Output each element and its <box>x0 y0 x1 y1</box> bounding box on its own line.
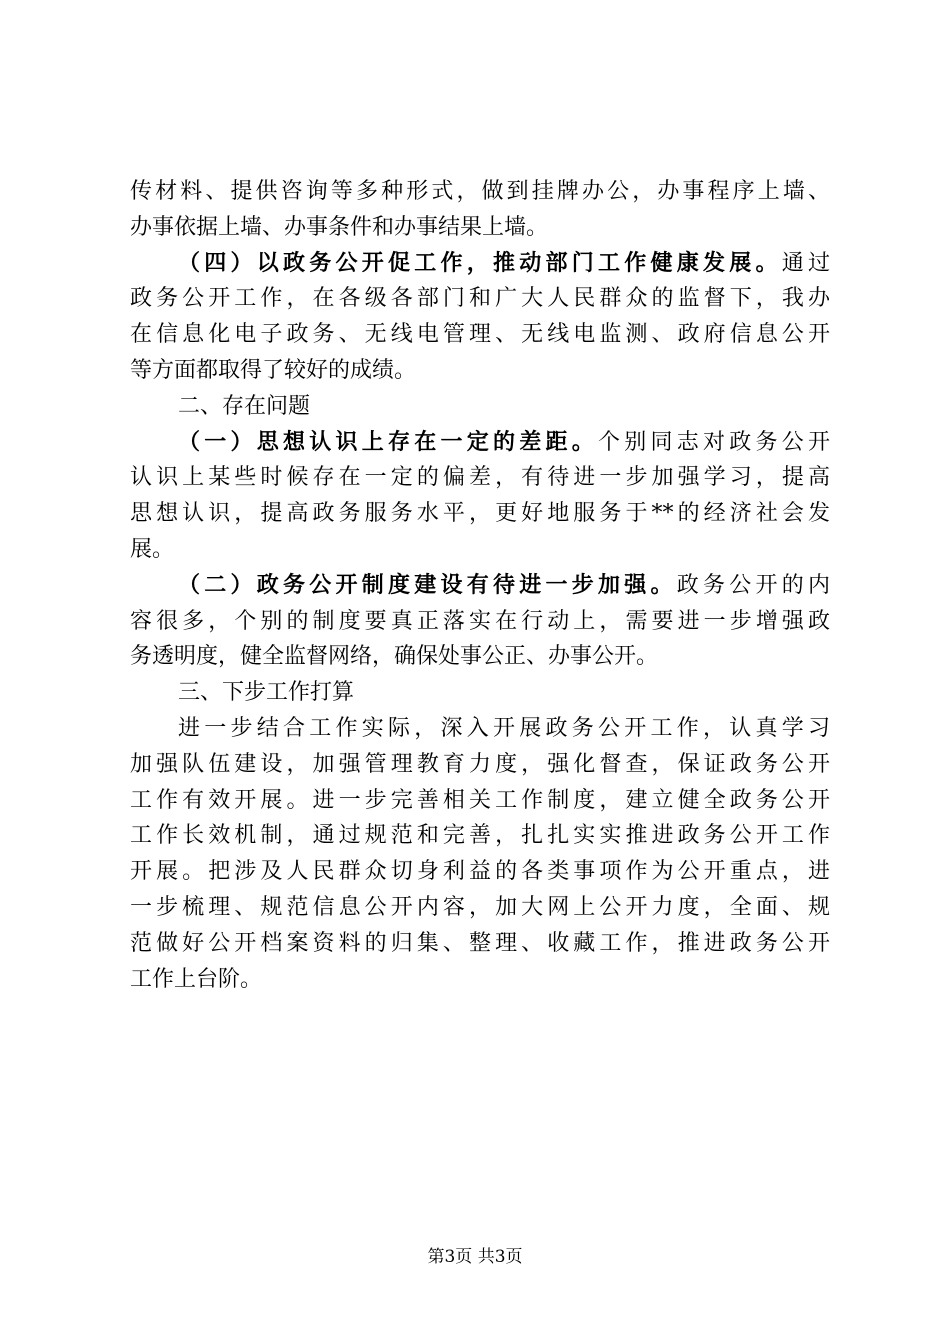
line-text: 范做好公开档案资料的归集、整理、收藏工作，推进政务公开 <box>130 930 830 956</box>
line-text: 思想认识，提高政务服务水平，更好地服务于**的经济社会发 <box>130 501 830 527</box>
text-line <box>130 639 830 675</box>
bold-lead-text: （一）思想认识上存在一定的差距。 <box>178 429 598 455</box>
text-line <box>130 818 830 854</box>
text-line <box>130 854 830 890</box>
text-line <box>130 783 830 819</box>
line-text: 办事依据上墙、办事条件和办事结果上墙。 <box>130 214 549 240</box>
text-line <box>130 496 830 532</box>
text-line <box>130 460 830 496</box>
text-line <box>130 926 830 962</box>
text-line <box>130 246 830 282</box>
line-text: 工作长效机制，通过规范和完善，扎扎实实推进政务公开工作 <box>130 823 830 849</box>
line-text: 传材料、提供咨询等多种形式，做到挂牌办公，办事程序上墙、 <box>130 179 830 204</box>
text-line <box>130 747 830 783</box>
line-text: 加强队伍建设，加强管理教育力度，强化督查，保证政务公开 <box>130 751 830 777</box>
text-line <box>130 317 830 353</box>
line-text: 二、存在问题 <box>178 393 311 419</box>
bold-lead-text: （四）以政务公开促工作，推动部门工作健康发展。 <box>178 250 782 276</box>
line-text: 工作有效开展。进一步完善相关工作制度，建立健全政务公开 <box>130 787 830 813</box>
text-line <box>130 711 830 747</box>
text-line <box>130 174 830 210</box>
line-text: 容很多，个别的制度要真正落实在行动上，需要进一步增强政 <box>130 608 830 634</box>
text-line <box>130 281 830 317</box>
line-text: 个别同志对政务公开 <box>597 429 830 455</box>
line-text: 展。 <box>130 536 175 562</box>
line-text: 工作上台阶。 <box>130 966 263 992</box>
line-text: 政务公开工作，在各级各部门和广大人民群众的监督下，我办 <box>130 286 830 312</box>
text-line <box>130 353 830 389</box>
bold-lead-text: （二）政务公开制度建设有待进一步加强。 <box>178 572 677 598</box>
text-line <box>130 425 830 461</box>
line-text: 开展。把涉及人民群众切身利益的各类事项作为公开重点，进 <box>130 859 830 885</box>
text-line <box>130 532 830 568</box>
text-line <box>130 890 830 926</box>
line-text: 在信息化电子政务、无线电管理、无线电监测、政府信息公开 <box>130 322 830 348</box>
line-text: 一步梳理、规范信息公开内容，加大网上公开力度，全面、规 <box>130 894 830 920</box>
section-heading <box>130 675 830 711</box>
line-text: 通过 <box>781 250 830 276</box>
line-text: 等方面都取得了较好的成绩。 <box>130 357 417 383</box>
page-footer: 第3页 共3页 <box>427 1247 523 1267</box>
line-text: 政务公开的内 <box>676 572 830 598</box>
line-text: 三、下步工作打算 <box>178 680 355 706</box>
document-body <box>130 174 830 997</box>
text-line <box>130 962 830 998</box>
text-line <box>130 210 830 246</box>
text-line <box>130 568 830 604</box>
line-text: 进一步结合工作实际，深入开展政务公开工作，认真学习 <box>178 715 830 741</box>
section-heading <box>130 389 830 425</box>
line-text: 认识上某些时候存在一定的偏差，有待进一步加强学习，提高 <box>130 465 830 491</box>
text-line <box>130 604 830 640</box>
line-text: 务透明度，健全监督网络，确保处事公正、办事公开。 <box>130 644 659 670</box>
